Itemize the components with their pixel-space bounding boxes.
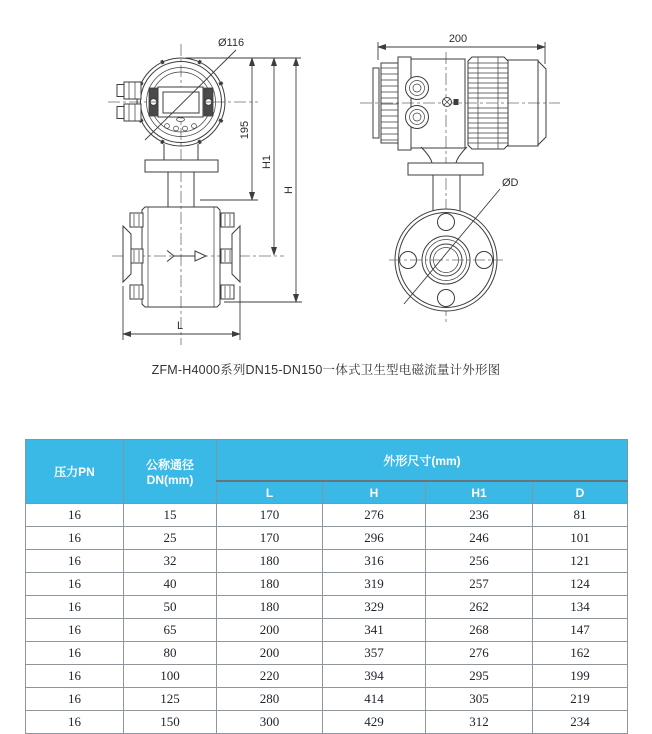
table-body — [26, 504, 628, 734]
table-row — [26, 665, 628, 688]
ferrule-left — [123, 226, 131, 282]
table-cell: 121 — [533, 550, 628, 573]
col-header-h: H — [323, 481, 426, 504]
flange-end-view — [389, 209, 503, 311]
table-cell: 276 — [426, 642, 533, 665]
dim-label-195: 195 — [239, 120, 251, 140]
table-cell: 329 — [323, 596, 426, 619]
table-header — [26, 440, 628, 504]
table-cell: 300 — [217, 711, 323, 734]
meter-body-side — [373, 57, 546, 150]
table-cell: 25 — [124, 527, 217, 550]
drawing-caption: ZFM-H4000系列DN15-DN150一体式卫生型电磁流量计外形图 — [151, 363, 501, 377]
table-row — [26, 642, 628, 665]
table-row — [26, 711, 628, 734]
table-row — [26, 688, 628, 711]
table-cell: 295 — [426, 665, 533, 688]
col-header-pressure: 压力PN — [26, 440, 124, 504]
table-row — [26, 596, 628, 619]
nominal-diameter-line2: DN(mm) — [146, 473, 194, 487]
table-row — [26, 504, 628, 527]
table-cell: 276 — [323, 504, 426, 527]
col-header-nominal-diameter — [124, 440, 217, 504]
table-cell: 50 — [124, 596, 217, 619]
side-neck-flange — [408, 147, 483, 211]
table-cell: 170 — [217, 504, 323, 527]
table-cell: 16 — [26, 573, 124, 596]
nominal-diameter-line1: 公称通径 — [145, 458, 194, 472]
dim-label-h: H — [283, 186, 295, 194]
table-cell: 147 — [533, 619, 628, 642]
table-cell: 16 — [26, 504, 124, 527]
table-cell: 32 — [124, 550, 217, 573]
table-cell: 357 — [323, 642, 426, 665]
table-cell: 219 — [533, 688, 628, 711]
col-header-d: D — [533, 481, 628, 504]
table-cell: 312 — [426, 711, 533, 734]
table-cell: 16 — [26, 688, 124, 711]
col-header-l: L — [217, 481, 323, 504]
table-cell: 16 — [26, 550, 124, 573]
table-row — [26, 573, 628, 596]
dimension-table — [25, 439, 628, 734]
table-cell: 101 — [533, 527, 628, 550]
table-cell: 40 — [124, 573, 217, 596]
table-cell: 80 — [124, 642, 217, 665]
table-cell: 246 — [426, 527, 533, 550]
dim-label-h1: H1 — [261, 154, 273, 170]
table-cell: 16 — [26, 665, 124, 688]
sensor-body — [123, 207, 240, 307]
table-row — [26, 550, 628, 573]
outline-drawing — [0, 0, 652, 352]
dim-label-flange-diameter: ØD — [502, 177, 519, 189]
table-cell: 134 — [533, 596, 628, 619]
table-cell: 180 — [217, 550, 323, 573]
table-cell: 257 — [426, 573, 533, 596]
table-cell: 100 — [124, 665, 217, 688]
flow-direction-arrow — [167, 251, 206, 262]
table-cell: 65 — [124, 619, 217, 642]
table-cell: 429 — [323, 711, 426, 734]
dim-label-head-diameter: Ø116 — [218, 37, 245, 49]
table-cell: 305 — [426, 688, 533, 711]
table-cell: 200 — [217, 642, 323, 665]
table-cell: 16 — [26, 527, 124, 550]
grounding-screw — [443, 98, 459, 107]
keypad-buttons — [165, 118, 197, 131]
table-cell: 414 — [323, 688, 426, 711]
table-cell: 280 — [217, 688, 323, 711]
table-cell: 16 — [26, 711, 124, 734]
support-neck — [145, 144, 218, 207]
table-cell: 394 — [323, 665, 426, 688]
table-cell: 296 — [323, 527, 426, 550]
front-view — [108, 37, 302, 345]
table-cell: 150 — [124, 711, 217, 734]
table-cell: 262 — [426, 596, 533, 619]
table-cell: 268 — [426, 619, 533, 642]
col-header-h1: H1 — [426, 481, 533, 504]
table-cell: 319 — [323, 573, 426, 596]
table-cell: 81 — [533, 504, 628, 527]
front-view-dimensions — [123, 37, 302, 340]
col-header-dimensions-group: 外形尺寸(mm) — [217, 440, 628, 482]
table-cell: 199 — [533, 665, 628, 688]
table-cell: 16 — [26, 596, 124, 619]
table-cell: 162 — [533, 642, 628, 665]
table-cell: 170 — [217, 527, 323, 550]
dim-label-200: 200 — [448, 33, 468, 45]
table-cell: 200 — [217, 619, 323, 642]
table-cell: 220 — [217, 665, 323, 688]
dim-label-l: L — [176, 320, 184, 332]
table-row — [26, 619, 628, 642]
table-cell: 16 — [26, 619, 124, 642]
table-row — [26, 527, 628, 550]
table-cell: 236 — [426, 504, 533, 527]
table-cell: 124 — [533, 573, 628, 596]
table-cell: 15 — [124, 504, 217, 527]
table-cell: 234 — [533, 711, 628, 734]
table-cell: 180 — [217, 596, 323, 619]
table-cell: 341 — [323, 619, 426, 642]
table-cell: 180 — [217, 573, 323, 596]
side-view — [360, 33, 560, 322]
lcd-display — [149, 87, 213, 117]
table-cell: 16 — [26, 642, 124, 665]
table-cell: 125 — [124, 688, 217, 711]
ferrule-right — [232, 226, 240, 282]
table-cell: 256 — [426, 550, 533, 573]
table-cell: 316 — [323, 550, 426, 573]
